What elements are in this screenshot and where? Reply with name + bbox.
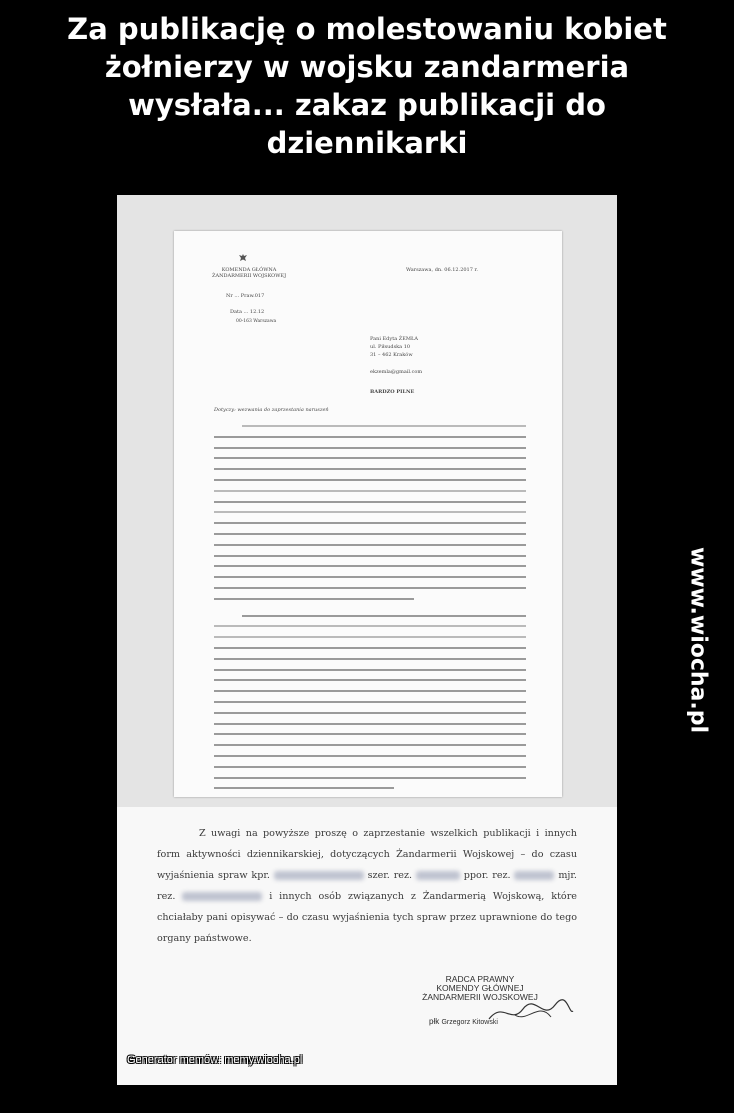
recipient-email: ekzemla@gmail.com: [370, 369, 423, 375]
recipient-line: 31 – 462 Kraków: [370, 352, 413, 358]
title-line: żołnierzy w wojsku zandarmeria: [104, 50, 630, 84]
letter-closing-excerpt: [117, 807, 617, 1085]
scanned-text-line: [214, 723, 526, 725]
scanned-text-line: [242, 425, 526, 427]
generator-credit: [127, 1054, 302, 1066]
stamp-line: KOMENDY GŁÓWNEJ: [436, 983, 524, 993]
scanned-text-line: [214, 755, 526, 757]
scanned-text-line: [214, 565, 526, 567]
city-code: 00-163 Warszawa: [236, 319, 277, 324]
meme-title: [0, 10, 734, 162]
scanned-text-line: [214, 625, 526, 627]
letter-date: Data ... 12.12: [230, 309, 265, 315]
signature-name: Grzegorz Kitowski: [441, 1019, 498, 1026]
scanned-text-line: [214, 679, 526, 681]
scanned-text-line: [214, 479, 526, 481]
scanned-text-line: [214, 636, 526, 638]
eagle-emblem-icon: [238, 253, 248, 263]
place-date: Warszawa, dn. 06.12.2017 r.: [406, 267, 478, 273]
scanned-text-line: [214, 712, 526, 714]
title-line: Za publikację o molestowaniu kobiet: [67, 12, 667, 46]
signature-icon: [485, 997, 575, 1027]
redacted-name: [416, 871, 460, 880]
scanned-text-line: [214, 490, 526, 492]
closing-text: Z uwagi na powyższe proszę o zaprzestanie wszelkich publikacji i innych form aktywności dziennikarskiej, dotyczących Żandarmerii Wojskowej – do czasu wyjaśnienia spraw kpr.: [157, 828, 577, 881]
wiocha-watermark: www.wiocha.pl: [685, 546, 711, 734]
scanned-text-line: [214, 587, 526, 589]
urgent-label: BARDZO PILNE: [370, 389, 415, 395]
title-line: wysłała... zakaz publikacji do: [128, 88, 606, 122]
redacted-name: [182, 892, 262, 901]
scanned-text-line: [214, 501, 526, 503]
scanned-text-line: [214, 511, 526, 513]
subject-line: Dotyczy: wezwania do zaprzestania naruszeń: [214, 407, 329, 413]
redacted-name: [514, 871, 554, 880]
scanned-letter-panel: [117, 195, 617, 1085]
scanned-text-line: [214, 555, 526, 557]
scanned-text-line: [214, 468, 526, 470]
letterhead-org: [212, 267, 286, 279]
closing-paragraph: [157, 823, 577, 949]
scanned-text-line: [214, 787, 394, 789]
scanned-text-line: [214, 733, 526, 735]
recipient-line: ul. Piłsudska 10: [370, 344, 411, 350]
closing-text: mjr. rez.: [157, 870, 577, 902]
scanned-text-line: [214, 658, 526, 660]
scanned-text-line: [214, 598, 414, 600]
scanned-text-line: [214, 544, 526, 546]
scanned-text-line: [214, 576, 526, 578]
signature-rank: płk: [429, 1017, 440, 1026]
scanned-text-line: [214, 701, 526, 703]
letterhead-line: ŻANDARMERII WOJSKOWEJ: [212, 273, 287, 279]
signature-block: [429, 1017, 498, 1027]
closing-text: szer. rez.: [367, 870, 413, 881]
scanned-text-line: [214, 647, 526, 649]
closing-text: i innych osób związanych z Żandarmerią Wojskową, które chciałaby pani opisywać – do czasu wyjaśnienia tych spraw przez uprawnione do tego organy państwowe.: [157, 891, 577, 944]
stamp-line: RADCA PRAWNY: [445, 974, 515, 984]
stamp-line: ŻANDARMERII WOJSKOWEJ: [422, 992, 538, 1002]
scanned-text-line: [214, 766, 526, 768]
title-line: dziennikarki: [266, 126, 468, 160]
scanned-text-line: [214, 669, 526, 671]
scanned-text-line: [214, 447, 526, 449]
scanned-text-line: [214, 777, 526, 779]
scanned-text-line: [214, 690, 526, 692]
generator-label: Generator memów:: [127, 1054, 222, 1066]
letterhead-line: KOMENDA GŁÓWNA: [221, 267, 277, 273]
reference-number: Nr ... Praw.017: [226, 293, 265, 299]
scanned-text-line: [242, 615, 526, 617]
recipient-line: Pani Edyta ŻEMŁA: [370, 336, 418, 342]
scanned-text-line: [214, 436, 526, 438]
letter-page: [174, 231, 562, 797]
scanned-text-line: [214, 522, 526, 524]
closing-text: ppor. rez.: [463, 870, 511, 881]
scanned-text-line: [214, 457, 526, 459]
generator-url: memy.wiocha.pl: [224, 1054, 303, 1066]
scanned-text-line: [214, 533, 526, 535]
recipient-address: [370, 335, 418, 359]
redacted-name: [274, 871, 364, 880]
scanned-text-line: [214, 744, 526, 746]
